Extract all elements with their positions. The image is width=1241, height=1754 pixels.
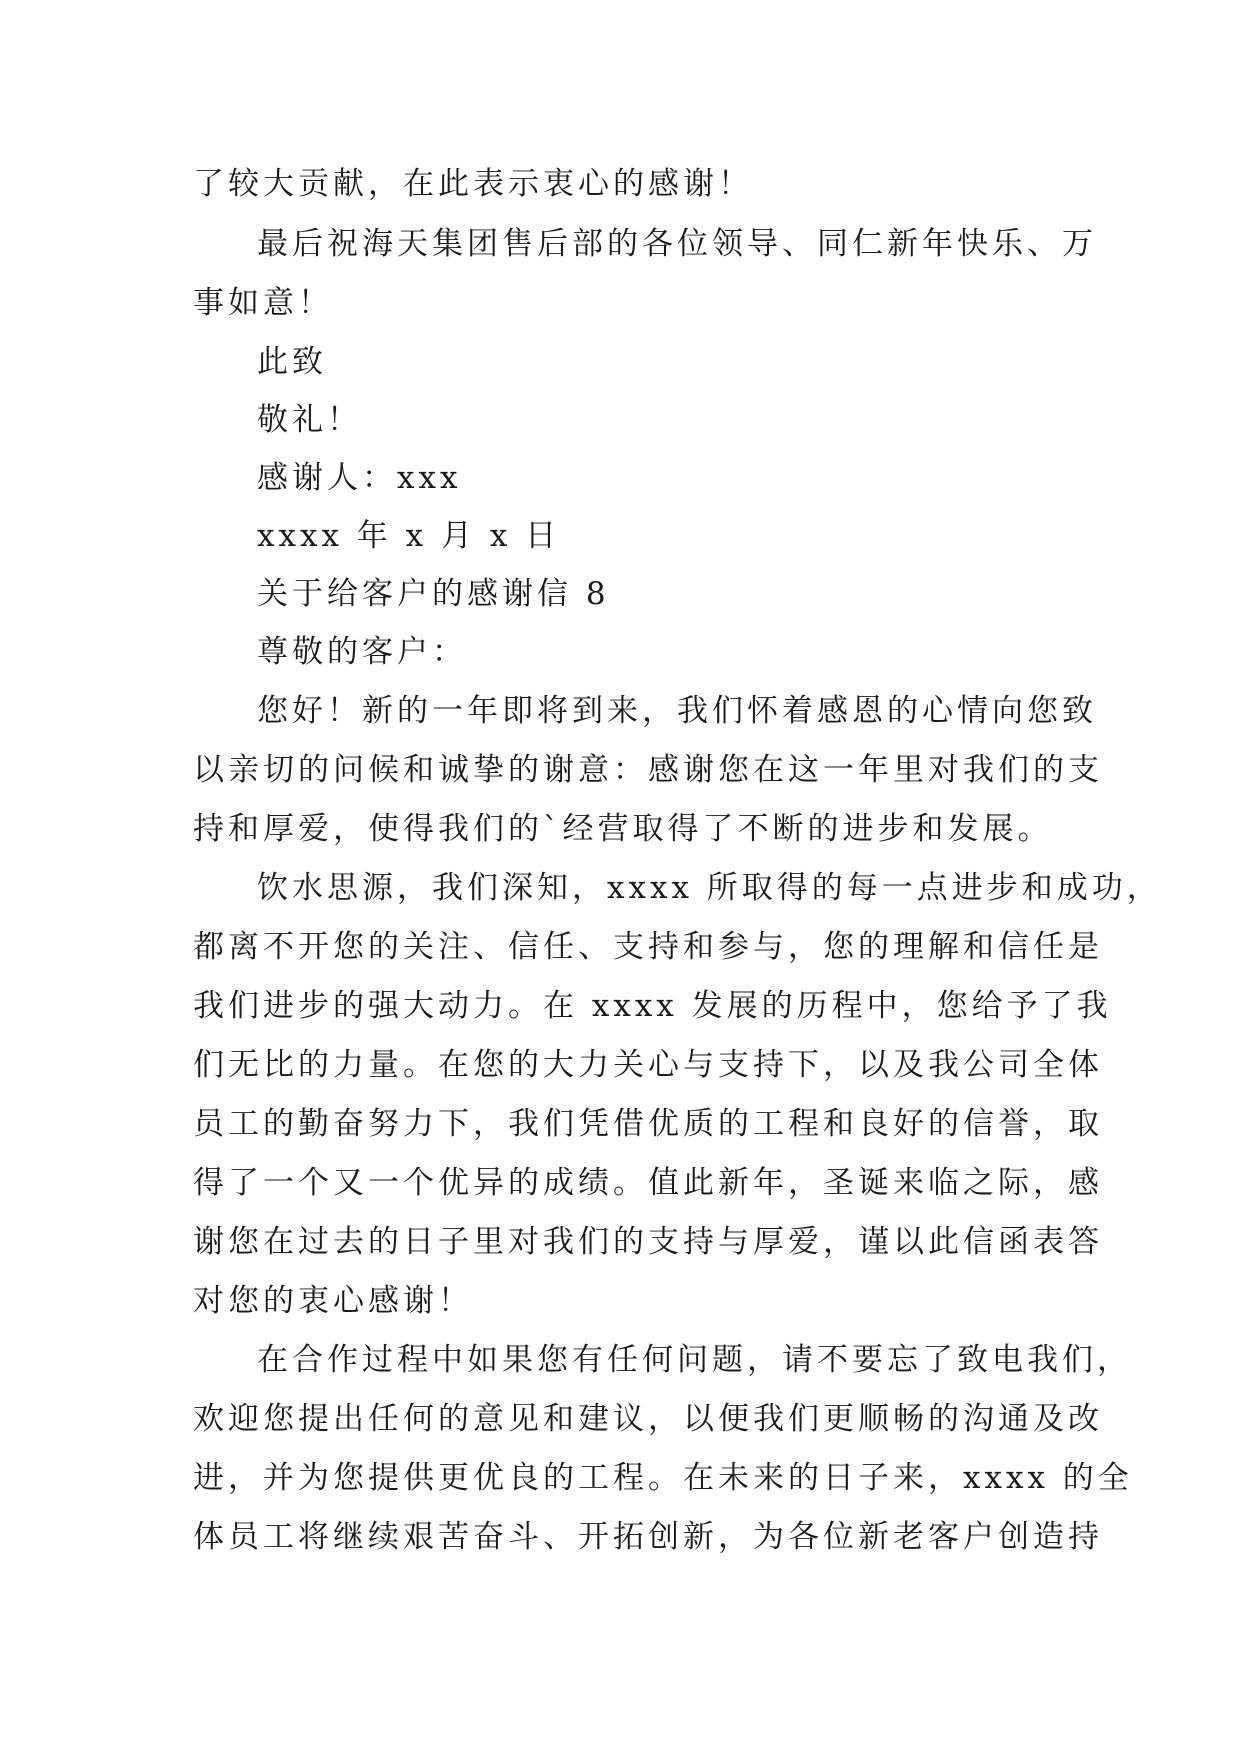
text-line: 员工的勤奋努力下，我们凭借优质的工程和良好的信誉，取 <box>193 1106 1103 1142</box>
text-line: 都离不开您的关注、信任、支持和参与，您的理解和信任是 <box>193 929 1103 965</box>
text-line: 以亲切的问候和诚挚的谢意：感谢您在这一年里对我们的支 <box>193 752 1103 788</box>
text-line: 敬礼！ <box>257 402 362 438</box>
text-line: 饮水思源，我们深知，xxxx 所取得的每一点进步和成功， <box>257 870 1162 906</box>
salutation: 尊敬的客户： <box>257 634 467 670</box>
text-line: 体员工将继续艰苦奋斗、开拓创新，为各位新老客户创造持 <box>193 1519 1103 1555</box>
section-heading: 关于给客户的感谢信 8 <box>257 576 610 612</box>
text-line: 欢迎您提出任何的意见和建议，以便我们更顺畅的沟通及改 <box>193 1401 1103 1437</box>
text-line: 得了一个又一个优异的成绩。值此新年，圣诞来临之际，感 <box>193 1165 1103 1201</box>
text-line: 谢您在过去的日子里对我们的支持与厚爱，谨以此信函表答 <box>193 1224 1103 1260</box>
text-line: 我们进步的强大动力。在 xxxx 发展的历程中，您给予了我 <box>193 988 1112 1024</box>
text-line: 持和厚爱，使得我们的`经营取得了不断的进步和发展。 <box>193 811 1053 847</box>
text-line: 对您的衷心感谢！ <box>193 1283 473 1319</box>
text-line: 最后祝海天集团售后部的各位领导、同仁新年快乐、万 <box>257 226 1097 262</box>
text-line: 您好！新的一年即将到来，我们怀着感恩的心情向您致 <box>257 693 1097 729</box>
text-line: 感谢人：xxx <box>257 460 462 496</box>
text-line: 在合作过程中如果您有任何问题，请不要忘了致电我们， <box>257 1342 1132 1378</box>
text-line: 们无比的力量。在您的大力关心与支持下，以及我公司全体 <box>193 1047 1103 1083</box>
text-line: 了较大贡献，在此表示衷心的感谢！ <box>193 166 753 202</box>
text-line: 此致 <box>257 344 327 380</box>
text-line: 事如意！ <box>193 285 333 321</box>
text-line: 进，并为您提供更优良的工程。在未来的日子来，xxxx 的全 <box>193 1460 1133 1496</box>
text-line: xxxx 年 x 月 x 日 <box>257 518 561 554</box>
